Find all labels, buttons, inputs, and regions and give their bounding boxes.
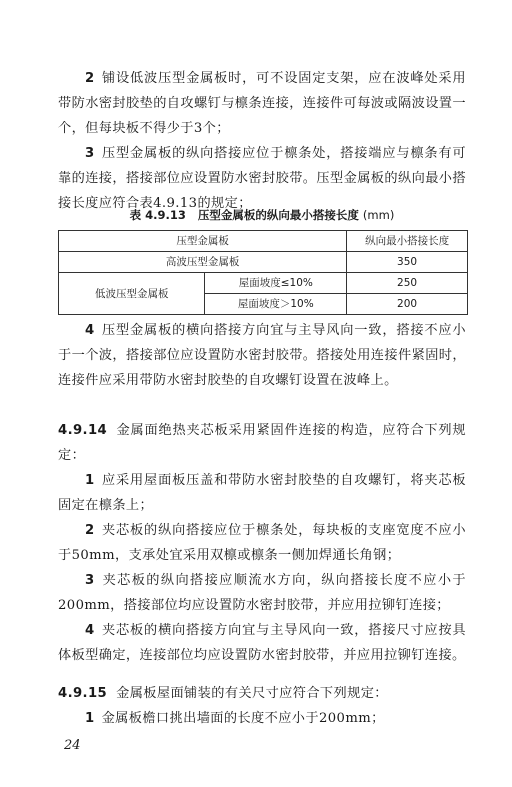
table-row: [59, 252, 468, 273]
clause-4-9-15-item-1: [58, 706, 466, 731]
table-cell-value: 250: [347, 273, 468, 294]
table-cell-slope: 屋面坡度≤10%: [205, 273, 347, 294]
clause-4-9-14-item-3: [58, 568, 466, 618]
clause-text: 金属面绝热夹芯板采用紧固件连接的构造，应符合下列规定：: [58, 423, 466, 463]
clause-4-9-14-item-4: [58, 618, 466, 668]
item-text: 应采用屋面板压盖和带防水密封胶垫的自攻螺钉，将夹芯板固定在檩条上；: [58, 473, 466, 513]
paragraph-item-4: [58, 318, 466, 393]
table-caption-unit: (mm): [362, 208, 395, 222]
table-cell-slope: 屋面坡度＞10%: [205, 294, 347, 315]
item-number: 4: [85, 623, 95, 638]
overlap-length-table: [58, 230, 468, 315]
table-header-length: 纵向最小搭接长度: [347, 231, 468, 252]
paragraph-item-2: [58, 66, 466, 141]
table-cell-value: 200: [347, 294, 468, 315]
clause-4-9-14-item-1: [58, 468, 466, 518]
item-number: 3: [85, 573, 95, 588]
item-number: 4: [85, 323, 95, 338]
item-text: 夹芯板的纵向搭接应位于檩条处，每块板的支座宽度不应小于50mm，支承处宜采用双檩或檩条一侧加焊通长角钢；: [58, 523, 466, 563]
table-row: [59, 273, 468, 294]
item-number: 2: [85, 71, 95, 86]
item-text: 压型金属板的纵向搭接应位于檩条处，搭接端应与檩条有可靠的连接，搭接部位应设置防水密封胶带。压型金属板的纵向最小搭接长度应符合表4.9.13的规定；: [58, 146, 466, 211]
item-text: 夹芯板的纵向搭接应顺流水方向，纵向搭接长度不应小于200mm，搭接部位均应设置防水密封胶带，并应用拉铆钉连接；: [58, 573, 466, 613]
item-number: 1: [85, 473, 95, 488]
table-header-type: 压型金属板: [59, 231, 347, 252]
item-number: 1: [85, 711, 95, 726]
clause-number: 4.9.15: [58, 686, 108, 701]
clause-4-9-15: [58, 681, 466, 706]
item-number: 2: [85, 523, 95, 538]
item-text: 压型金属板的横向搭接方向宜与主导风向一致，搭接不应小于一个波，搭接部位应设置防水密封胶带。搭接处用连接件紧固时，连接件应采用带防水密封胶垫的自攻螺钉设置在波峰上。: [58, 323, 466, 388]
item-text: 金属板檐口挑出墙面的长度不应小于200mm；: [101, 711, 385, 726]
paragraph-item-3: [58, 141, 466, 216]
page-number: 24: [64, 738, 81, 753]
item-text: 铺设低波压型金属板时，可不设固定支架，应在波峰处采用带防水密封胶垫的自攻螺钉与檩条连接，连接件可每波或隔波设置一个，但每块板不得少于3个；: [58, 71, 466, 136]
clause-text: 金属板屋面铺装的有关尺寸应符合下列规定：: [116, 686, 388, 701]
table-header-row: [59, 231, 468, 252]
table-caption: [58, 207, 466, 223]
table-cell-type: 低波压型金属板: [59, 273, 205, 315]
item-text: 夹芯板的横向搭接方向宜与主导风向一致，搭接尺寸应按具体板型确定，连接部位均应设置防水密封胶带，并应用拉铆钉连接。: [58, 623, 466, 663]
clause-number: 4.9.14: [58, 423, 108, 438]
clause-4-9-14-item-2: [58, 518, 466, 568]
table-caption-title: 压型金属板的纵向最小搭接长度: [197, 208, 359, 222]
table-cell-value: 350: [347, 252, 468, 273]
clause-4-9-14: [58, 418, 466, 468]
table-caption-number: 表 4.9.13: [129, 208, 186, 222]
table-cell-type: 高波压型金属板: [59, 252, 347, 273]
item-number: 3: [85, 146, 95, 161]
